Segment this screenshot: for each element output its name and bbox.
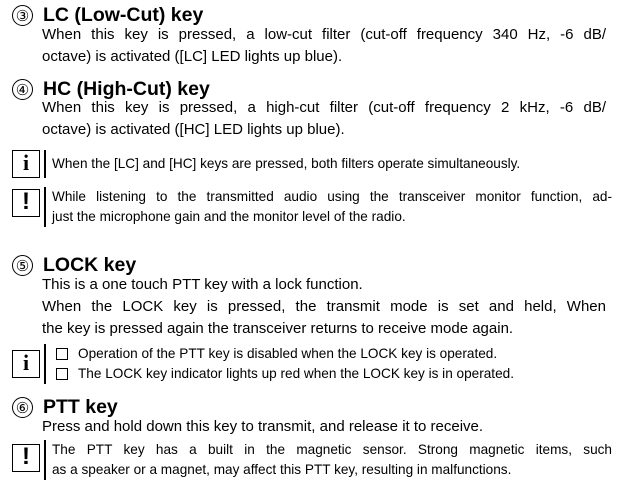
checkbox-bullet-icon (56, 348, 68, 360)
bullet-text: The LOCK key indicator lights up red when the LOCK key is in operated. (78, 366, 514, 381)
checkbox-bullet-icon (56, 368, 68, 380)
section-lc-heading (12, 4, 203, 26)
section-title: LOCK key (43, 254, 137, 276)
lock-info-bullets (56, 344, 616, 384)
bullet-item (56, 344, 616, 364)
section-hc-text-line2: octave) is activated ([HC] LED lights up blue). (42, 121, 345, 138)
section-lc-text-line2: octave) is activated ([LC] LED lights up blue). (42, 48, 343, 65)
section-lock-heading (12, 254, 136, 276)
section-number: ③ (12, 5, 33, 26)
info-icon: i (12, 150, 40, 178)
section-ptt-text-line1: Press and hold down this key to transmit, and release it to receive. (42, 418, 484, 435)
section-title: LC (Low-Cut) key (43, 4, 204, 26)
bullet-text: Operation of the PTT key is disabled when the LOCK key is operated. (78, 346, 498, 361)
note-divider (44, 344, 46, 384)
section-lock-text-line3: the key is pressed again the transceiver returns to receive mode again. (42, 320, 514, 337)
note-text-line1: While listening to the transmitted audio using the transceiver monitor function, ad- (52, 189, 612, 204)
note-text-line1: The PTT key has a built in the magnetic sensor. Strong magnetic items, such (52, 442, 612, 457)
section-lock-text-line1: This is a one touch PTT key with a lock function. (42, 276, 363, 293)
section-number: ④ (12, 79, 33, 100)
section-lc-text-line1: When this key is pressed, a low-cut filter (cut-off frequency 340 Hz, -6 dB/ (42, 26, 606, 43)
warning-icon: ! (12, 189, 40, 217)
section-title: HC (High-Cut) key (43, 78, 210, 100)
note-divider (44, 440, 46, 480)
note-text: When the [LC] and [HC] keys are pressed, both filters operate simultaneously. (52, 156, 521, 171)
warning-icon: ! (12, 444, 40, 472)
section-number: ⑤ (12, 255, 33, 276)
info-icon: i (12, 350, 40, 378)
note-divider (44, 187, 46, 227)
section-number: ⑥ (12, 397, 33, 418)
section-lock-text-line2: When the LOCK key is pressed, the transmit mode is set and held, When (42, 298, 606, 315)
note-text-line2: as a speaker or a magnet, may affect this PTT key, resulting in malfunctions. (52, 462, 512, 477)
bullet-item (56, 364, 616, 384)
note-text-line2: just the microphone gain and the monitor level of the radio. (52, 209, 406, 224)
section-ptt-heading (12, 396, 118, 418)
note-divider (44, 150, 46, 178)
section-hc-text-line1: When this key is pressed, a high-cut filter (cut-off frequency 2 kHz, -6 dB/ (42, 99, 606, 116)
section-title: PTT key (43, 396, 118, 418)
